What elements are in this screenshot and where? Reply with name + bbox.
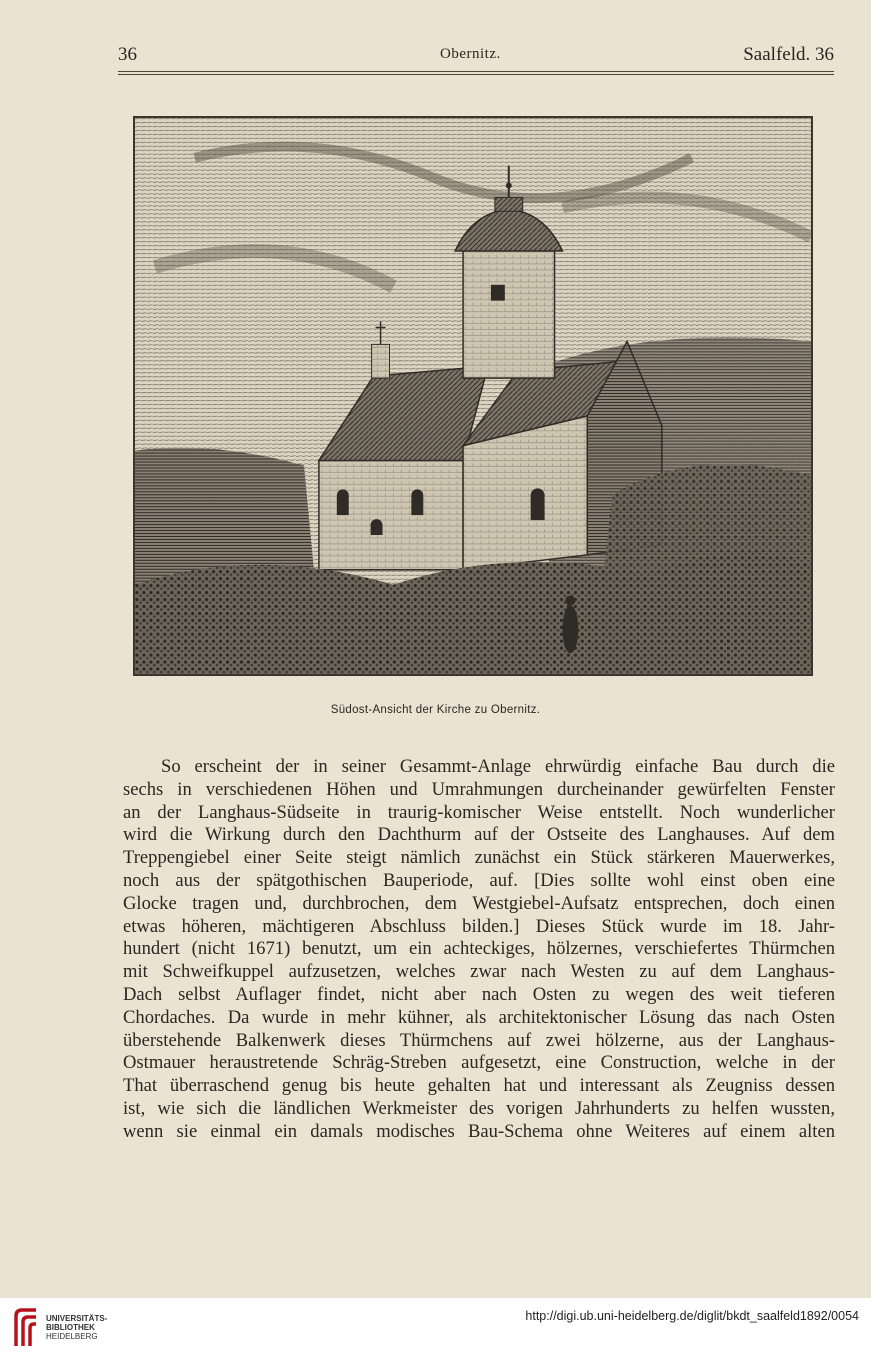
text-line: Treppengiebel einer Seite steigt nämlich zunächst ein Stück stärkeren Mauerwerkes, <box>123 847 835 869</box>
text-line: wird die Wirkung durch den Dachthurm auf der Ostseite des Langhauses. Auf dem <box>123 824 835 846</box>
text-line: wenn sie einmal ein damals modisches Bau-Schema ohne Weiteres auf einem alten <box>123 1120 835 1142</box>
library-logo-text <box>46 1314 136 1341</box>
page-number-right: Saalfeld. 36 <box>743 44 834 65</box>
running-head <box>118 44 834 68</box>
body-text <box>123 756 835 1144</box>
text-line: hundert (nicht 1671) benutzt, um ein achteckiges, hölzernes, verschiefertes Thürmchen <box>123 938 835 960</box>
figure-caption: Südost-Ansicht der Kirche zu Obernitz. <box>330 704 541 716</box>
text-line: sechs in verschiedenen Höhen und Umrahmungen durcheinander gewürfelten Fenster <box>123 778 835 800</box>
text-line: Glocke tragen und, durchbrochen, dem Westgiebel-Aufsatz entsprechen, doch einen <box>123 892 835 914</box>
logo-line-2: BIBLIOTHEK <box>46 1323 95 1332</box>
text-line: Ostmauer heraustretende Schräg-Streben aufgesetzt, eine Construction, welche in der <box>123 1052 835 1074</box>
source-url[interactable]: http://digi.ub.uni-heidelberg.de/diglit/bkdt_saalfeld1892/0054 <box>525 1309 859 1323</box>
text-line: So erscheint der in seiner Gesammt-Anlage ehrwürdig einfache Bau durch die <box>161 756 835 777</box>
page-title: Obernitz. <box>440 46 501 62</box>
text-line: Chordaches. Da wurde in mehr kühner, als architektonischer Lösung das nach Osten <box>123 1006 835 1028</box>
text-line: noch aus der spätgothischen Bauperiode, auf. [Dies sollte wohl einst oben eine <box>123 869 835 891</box>
text-line: überstehende Balkenwerk dieses Thürmchens auf zwei hölzerne, aus der Langhaus- <box>123 1029 835 1051</box>
header-rule <box>118 71 834 75</box>
text-line: an der Langhaus-Südseite in traurig-komischer Weise entstellt. Noch wunderlicher <box>123 801 835 823</box>
logo-line-3: HEIDELBERG <box>46 1332 98 1341</box>
text-line: ist, wie sich die ländlichen Werkmeister des vorigen Jahrhunderts zu helfen wussten, <box>123 1097 835 1119</box>
page-number-left: 36 <box>118 44 137 65</box>
library-logo-icon <box>10 1306 40 1350</box>
text-line: Dach selbst Auflager findet, nicht aber nach Osten zu wegen des weit tieferen <box>123 983 835 1005</box>
logo-line-1: UNIVERSITÄTS- <box>46 1314 108 1323</box>
church-engraving <box>133 116 813 676</box>
text-line: mit Schweifkuppel aufzusetzen, welches zwar nach Westen zu auf dem Langhaus- <box>123 961 835 983</box>
text-line: etwas höheren, mächtigeren Abschluss bilden.] Dieses Stück wurde im 18. Jahr- <box>123 915 835 937</box>
text-line: That überraschend genug bis heute gehalten hat und interessant als Zeugniss dessen <box>123 1075 835 1097</box>
